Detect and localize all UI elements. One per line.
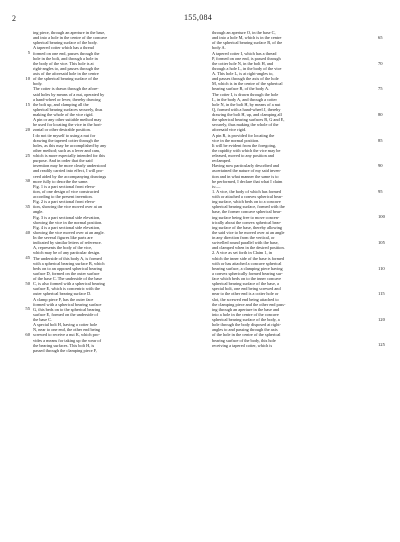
text-line: vides a means for taking up the wear of (33, 337, 102, 343)
text-line: G, this beds on to the spherical bearing (33, 306, 101, 312)
text-line: in any direction from the vertical, or (212, 235, 275, 240)
text-line: the clamping piece and the other end pass- (212, 301, 286, 307)
text-line: a convex spherically formed bearing sur- (212, 270, 283, 276)
text-line: vice in the normal position. (212, 137, 260, 143)
text-line: hole in the bolt, and through a hole in (33, 55, 98, 61)
text-line: The underside of this body A, is formed (33, 255, 102, 261)
text-line: be used for locating the vice in the hori- (33, 122, 102, 128)
text-line: the said vice to be moved over at an angle (212, 229, 285, 235)
text-line: bearing surface B, of the body A. (212, 86, 270, 92)
text-line: ceed aided by the accompanying drawings (33, 173, 107, 179)
text-line: released, moved to any position and (212, 153, 275, 158)
text-line: be performed, I declare that what I claim (212, 178, 283, 184)
text-line: A pin or any other suitable method may (33, 117, 102, 123)
text-line: L, in the body A, and through a cotter (212, 96, 277, 102)
line-number: 85 (378, 137, 383, 143)
line-number: 35 (25, 204, 30, 210)
text-line: 2. A vice as set forth in Claim 1, in (212, 250, 273, 256)
line-number: 75 (378, 86, 383, 92)
right-text-column (212, 30, 375, 348)
text-line: The cotter I, is drawn through the hole (212, 91, 279, 97)
text-line: of the spherical bearing surface of the (33, 76, 99, 82)
text-line: C, is also formed with a spherical bearing (33, 281, 105, 287)
text-line: the base C. (33, 317, 53, 322)
left-text-column (33, 30, 196, 353)
text-line: the bolt up, and clamping all the (33, 101, 89, 107)
text-line: swivelled round parallel with the base, (212, 240, 279, 246)
text-line: passed through the clamping piece F, (33, 347, 97, 353)
text-line: making the whole of the vice rigid. (33, 112, 94, 117)
text-line: which may be of any particular design. (33, 250, 101, 256)
text-line: face which beds on to the inner concave (212, 276, 282, 281)
text-line: and readily carried into effect, I will pro- (33, 168, 104, 174)
line-number: 95 (378, 188, 383, 194)
text-line: P, formed on one end, is passed through (212, 55, 281, 61)
text-line: angle. (33, 209, 44, 215)
text-line: special bolt, one end being screwed and (212, 286, 281, 292)
text-line: Fig. 4 is a part sectional side elevation, (33, 224, 101, 230)
text-line: the bearing surfaces. This bolt H, is (33, 342, 95, 348)
text-line: which the inner side of the base is formed (212, 255, 285, 261)
patent-number: 155,084 (184, 13, 213, 22)
line-number: 65 (378, 35, 383, 41)
text-line: The cotter is drawn through the afore- (33, 86, 99, 92)
text-line: of the spherical bearing surface B, of the (212, 40, 283, 46)
text-line: is:— (212, 183, 221, 189)
text-line: indicated by similar letters of reference. (33, 240, 102, 246)
text-line: ing piece, through an aperture in the base, (33, 30, 106, 35)
text-line: hole through the body disposed at right- (212, 322, 281, 328)
text-line: spherical bearing surface, formed with the (212, 204, 285, 210)
text-line: bearing surface of the body, this hole (212, 337, 276, 343)
line-number: 125 (378, 342, 385, 348)
text-line: axis of the aforesaid hole in the centre (33, 71, 99, 76)
text-line: Fig. 1 is a part sectional front eleva- (33, 183, 96, 189)
text-line: right-angles to, and passes through the (33, 65, 100, 71)
text-line: near to the other end is a cotter hole or (212, 291, 279, 297)
text-line: Fig. 2 is a part sectional front eleva- (33, 199, 96, 205)
text-line: other method; such as a lever and cam, (33, 147, 101, 153)
text-line: Having now particularly described and (212, 163, 280, 169)
text-line: aforesaid vice rigid. (212, 127, 247, 133)
text-line: the spherical bearing surfaces B, G and E, (212, 117, 285, 123)
text-line: according to the present invention. (33, 194, 93, 199)
line-number: 70 (378, 60, 383, 66)
text-line: I do not tie myself to using a nut for (33, 132, 96, 138)
text-line: through an aperture O, in the base C, (212, 30, 276, 35)
line-number: 110 (378, 265, 385, 271)
text-line: bearing surface, a clamping piece having (212, 265, 283, 271)
line-number: 45 (25, 255, 30, 261)
text-line: In the several figures like parts are (33, 235, 93, 240)
line-number: 120 (378, 316, 385, 322)
text-line: body A. (212, 45, 226, 51)
text-line: zontal or other desirable position. (33, 127, 91, 133)
text-line: outer spherical bearing surface D. (33, 291, 92, 297)
text-line: and passes through the axis of the hole (212, 76, 279, 82)
text-line: drawing the tapered cotter through the (33, 137, 99, 143)
text-line: spherical bearing surface of the body, a (212, 317, 280, 322)
text-line: formed with a spherical bearing surface (33, 301, 102, 307)
line-number: 55 (25, 306, 30, 312)
text-line: Fig. 3 is a part sectional side elevation, (33, 214, 101, 220)
text-line: reclamped. (212, 158, 232, 164)
line-number: 115 (378, 291, 385, 297)
text-line: the rapidity with which the vice may be (212, 147, 281, 153)
text-line: securely, thus making the whole of the (212, 122, 279, 128)
text-line: holes, as this may be accomplished by any (33, 142, 107, 148)
text-line: through a hole L, in the body of the vice (212, 65, 282, 71)
line-number: 100 (378, 214, 385, 220)
line-number: 20 (25, 127, 30, 133)
text-line: surface E, which is concentric with the (33, 286, 100, 292)
text-line: and clamped when in the desired position. (212, 245, 285, 251)
text-line: drawing the bolt H, up, and clamping all (212, 112, 282, 117)
text-line: A pin R, is provided for locating the (212, 132, 275, 138)
text-line: A clamp piece F, has the outer face (33, 296, 94, 302)
text-line: screwed to receive a nut K, which pro- (33, 332, 100, 338)
line-number: 25 (25, 152, 30, 158)
text-line: which is more especially intended for this (33, 153, 106, 158)
text-line: a hand-wheel or lever, thereby drawing (33, 96, 101, 102)
line-number: 5 (27, 50, 30, 56)
text-line: 1. A vice, the body of which has formed (212, 188, 281, 194)
text-line: invention may be more clearly understood (33, 163, 106, 169)
text-line: and into a hole in the centre of the concave (33, 35, 108, 41)
line-number: 50 (25, 280, 30, 286)
text-line: A, represents the body of the vice, (33, 245, 93, 251)
text-line: A. This hole L, is at right-angles to, (212, 71, 274, 76)
text-line: It will be evident from the foregoing, (212, 142, 277, 148)
page-number: 2 (12, 14, 16, 23)
text-line: showing the vice moved over at an angle. (33, 229, 105, 235)
line-number: 60 (25, 332, 30, 338)
line-number: 10 (25, 76, 30, 82)
text-line: receiving a tapered cotter, which is (212, 342, 273, 348)
text-line: the cotter hole N, in the bolt H, and (212, 60, 274, 66)
text-line: ing surface, which beds on to a concave (212, 199, 281, 205)
text-line: ing through an aperture in the base and (212, 306, 280, 312)
text-line: with or has attached a concave spherical (212, 260, 282, 266)
text-line: trically about the convex spherical bear- (212, 219, 282, 225)
text-line: A tapered cotter I, which has a thread (212, 50, 277, 56)
line-number: 40 (25, 229, 30, 235)
text-line: Q, formed with a hand-wheel J, thereby (212, 106, 281, 112)
text-line: surface E, formed on the underside of (33, 311, 99, 317)
text-line: formed on one end, passes through the (33, 50, 100, 56)
text-line: said holes by means of a nut, operated by (33, 91, 105, 97)
text-line: ing surface of the base, thereby allowing (212, 224, 283, 230)
text-line: N, near to one end, the other end being (33, 327, 101, 333)
text-line: the body of the vice. This hole is at (33, 60, 94, 66)
text-line: spherical bearing surface of the base, a (212, 281, 279, 287)
text-line: into a hole in the centre of the concave (212, 311, 279, 317)
line-number: 15 (25, 101, 30, 107)
text-line: spherical bearing surface of the body. (33, 40, 98, 46)
text-line: of the base C. The underside of the base (33, 276, 103, 281)
text-line: more fully to describe the same. (33, 178, 89, 184)
text-line: slot, the screwed end being attached to (212, 296, 279, 302)
text-line: ascertained the nature of my said inven- (212, 168, 281, 174)
text-line: beds on to an opposed spherical bearing (33, 265, 102, 271)
line-number: 30 (25, 178, 30, 184)
text-line: tion, of one design of vice constructed (33, 188, 99, 194)
text-line: ing surface being free to move concen- (212, 214, 280, 220)
text-line: with a spherical bearing surface B, which (33, 260, 105, 266)
text-line: hole N, in the bolt H, by means of a nut (212, 101, 281, 107)
line-number: 80 (378, 111, 383, 117)
text-line: and into a hole M, which is in the centre (212, 35, 282, 41)
line-number: 90 (378, 163, 383, 169)
text-line: M, which is in the centre of the spherical (212, 81, 283, 87)
text-line: angles to and passing through the axis (212, 327, 278, 333)
text-line: tion, showing the vice moved over at an (33, 204, 102, 210)
text-line: A tapered cotter which has a thread (33, 45, 94, 51)
text-line: showing the vice in the normal position. (33, 219, 103, 225)
text-line: spherical bearing surfaces securely, thus (33, 106, 103, 112)
text-line: with or attached a convex spherical bear- (212, 194, 283, 199)
text-line: base, the former concave spherical bear- (212, 209, 282, 215)
text-line: body. (33, 81, 43, 87)
text-line: tion and in what manner the same is to (212, 173, 279, 179)
text-line: surface D, formed on the outer surface (33, 270, 100, 276)
line-number: 105 (378, 239, 385, 245)
text-line: A special bolt H, having a cotter hole (33, 322, 98, 328)
text-line: purpose. And in order that the said (33, 158, 93, 164)
text-line: of the hole in the centre of the spherical (212, 332, 281, 338)
